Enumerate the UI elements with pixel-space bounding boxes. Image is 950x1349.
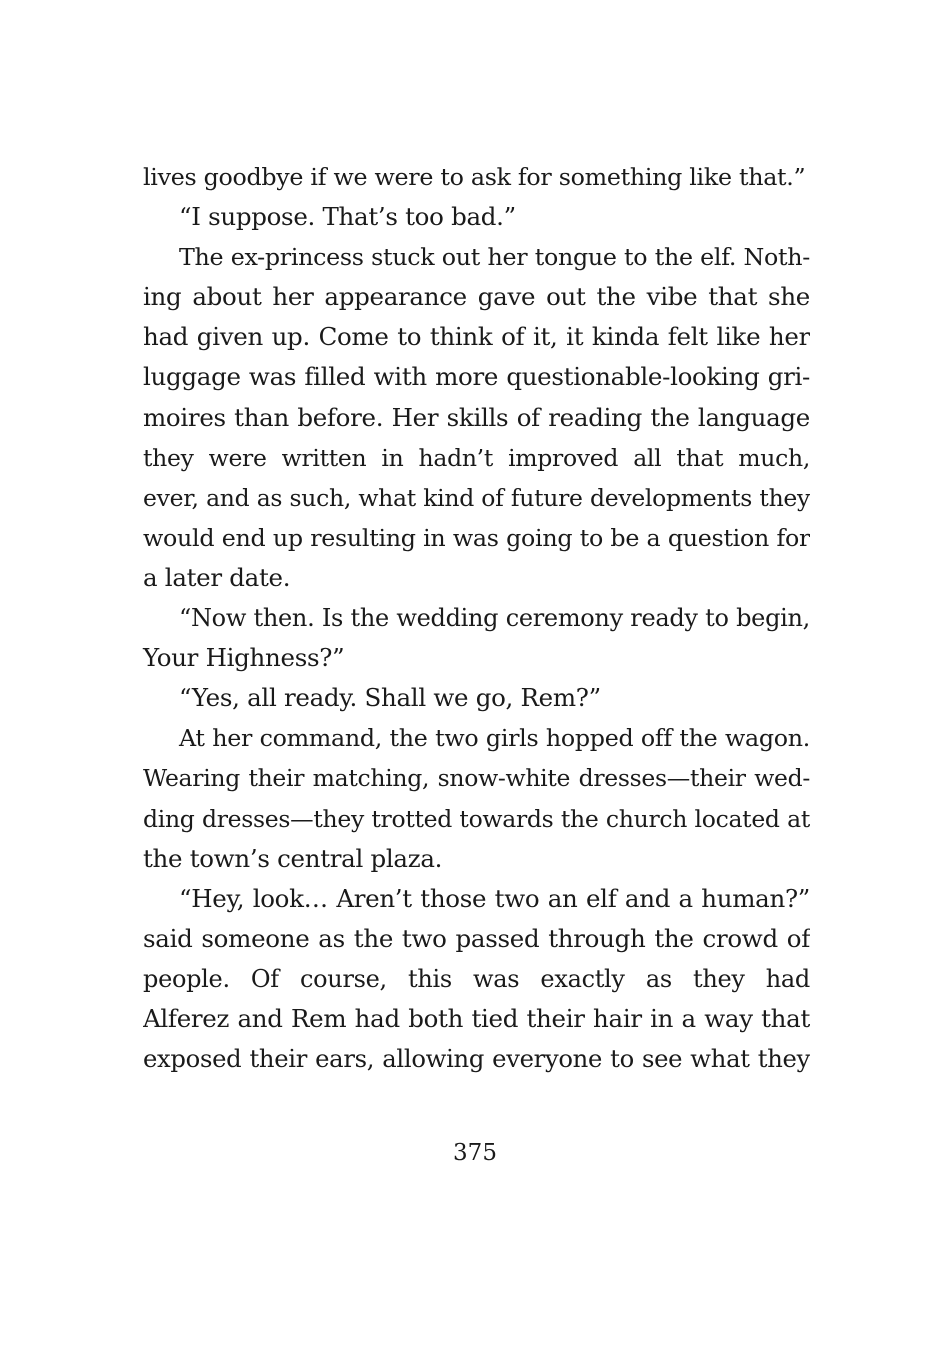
text-line: “Yes, all ready. Shall we go, Rem?” bbox=[179, 683, 601, 713]
text-line: the town’s central plaza. bbox=[143, 843, 443, 873]
text-line: a later date. bbox=[143, 562, 291, 592]
text-line: they were written in hadn’t improved all that much, bbox=[143, 443, 810, 472]
text-line: “I suppose. That’s too bad.” bbox=[179, 202, 516, 232]
text-line: Alferez and Rem had both tied their hair in a way that bbox=[143, 1003, 810, 1033]
text-line: moires than before. Her skills of reading the language bbox=[143, 402, 810, 432]
text-line: exposed their ears, allowing everyone to see what they bbox=[143, 1044, 810, 1074]
text-line: At her command, the two girls hopped off the wagon. bbox=[179, 724, 810, 753]
text-line: would end up resulting in was going to be a question for bbox=[143, 523, 810, 552]
text-line: Your Highness?” bbox=[143, 643, 345, 673]
page-number: 375 bbox=[453, 1140, 497, 1166]
text-line: ever, and as such, what kind of future developments they bbox=[143, 483, 810, 512]
text-line: had given up. Come to think of it, it kinda felt like her bbox=[143, 322, 810, 352]
text-line: The ex-princess stuck out her tongue to the elf. Noth- bbox=[179, 243, 810, 272]
text-line: said someone as the two passed through the crowd of bbox=[143, 923, 810, 953]
text-line: ing about her appearance gave out the vibe that she bbox=[143, 282, 810, 312]
text-line: lives goodbye if we were to ask for something like that.” bbox=[143, 163, 806, 191]
text-line: Wearing their matching, snow-white dresses—their wed- bbox=[143, 764, 810, 793]
text-line: luggage was filled with more questionable-looking gri- bbox=[143, 362, 810, 392]
text-line: ding dresses—they trotted towards the church located at bbox=[143, 804, 810, 833]
text-line: “Now then. Is the wedding ceremony ready to begin, bbox=[179, 604, 810, 633]
text-line: “Hey, look… Aren’t those two an elf and a human?” bbox=[179, 883, 810, 913]
text-line: people. Of course, this was exactly as they had bbox=[143, 964, 810, 993]
body-text bbox=[143, 157, 810, 1079]
